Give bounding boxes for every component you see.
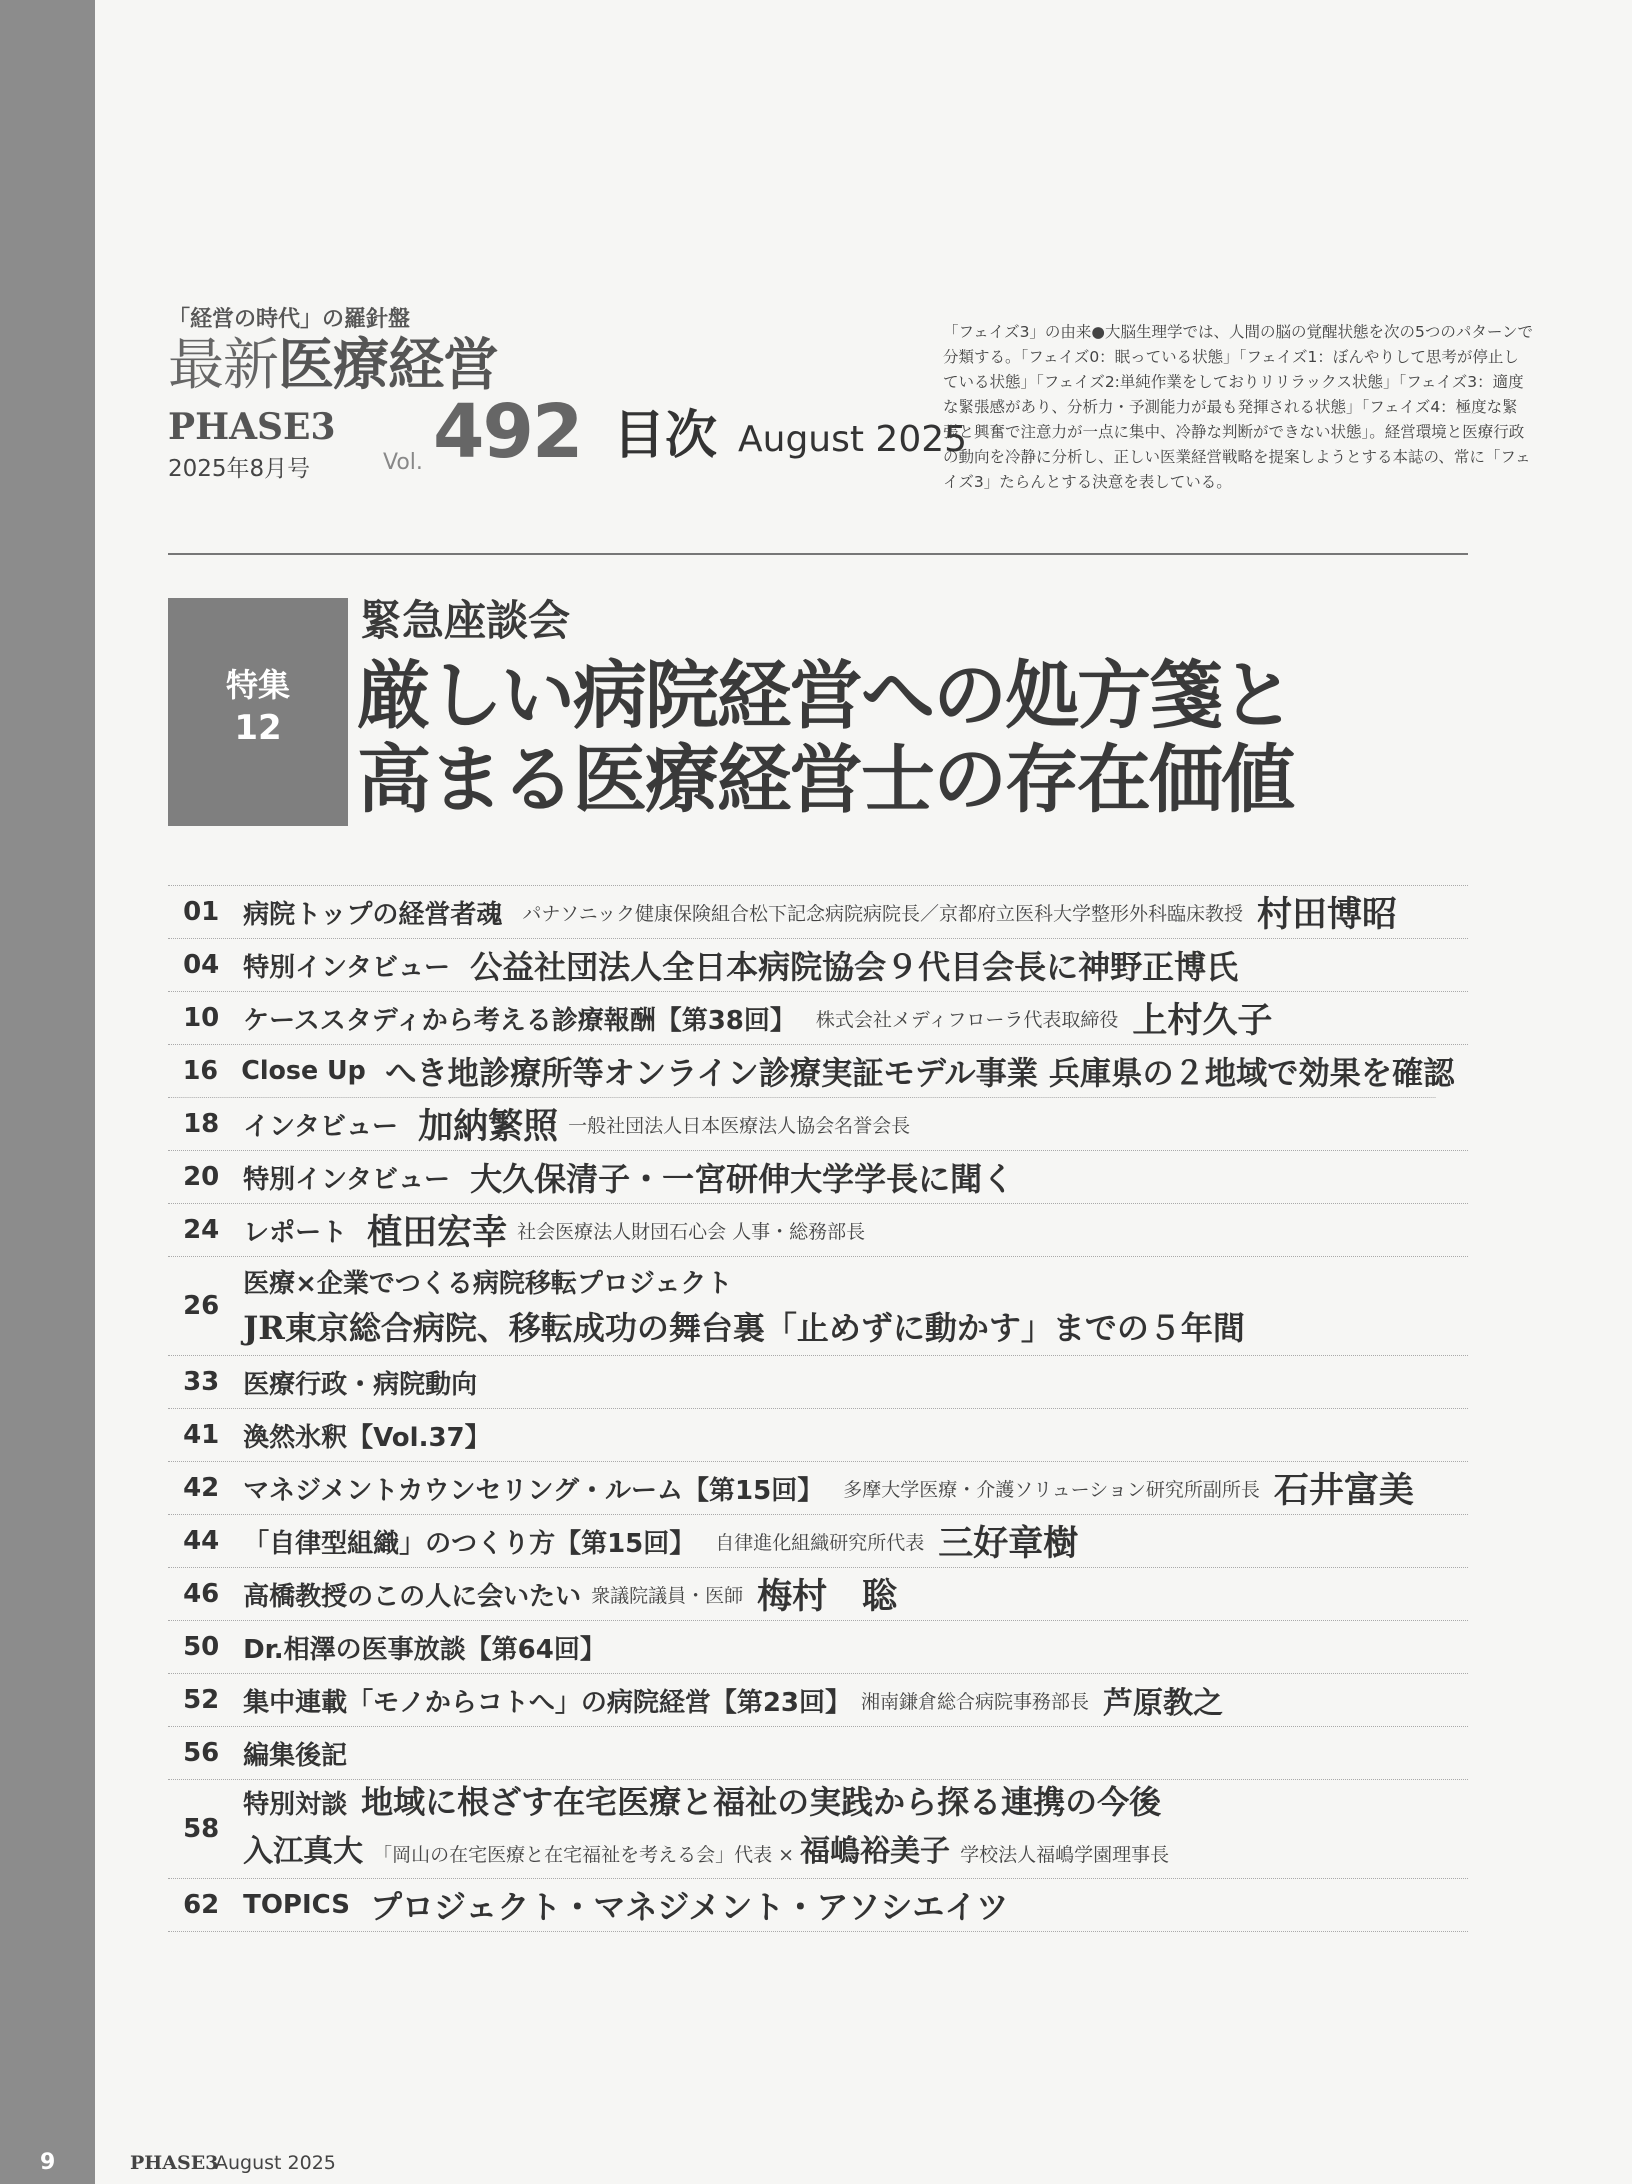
toc-person: 石井富美 — [1273, 1470, 1414, 1511]
page-number: 9 — [40, 2150, 56, 2175]
toc-title: レポート — [243, 1217, 348, 1248]
toc-body: 地域に根ざす在宅医療と福祉の実践から探る連携の今後 — [361, 1783, 1162, 1821]
toc-entry-41[interactable] — [168, 1409, 1468, 1462]
magazine-title-bold: 医療経営 — [278, 333, 498, 398]
toc-entry-56[interactable] — [168, 1727, 1468, 1780]
toc-title: 特別インタビュー — [243, 952, 451, 983]
toc-entry-44[interactable] — [168, 1515, 1468, 1568]
toc-title: ケーススタディから考える診療報酬【第38回】 — [243, 1005, 796, 1036]
vol-number: 492 — [433, 389, 582, 475]
toc-entry-52[interactable] — [168, 1674, 1468, 1727]
toc-page-number: 62 — [183, 1890, 220, 1920]
toc-entry-10[interactable] — [168, 992, 1468, 1045]
toc-title: インタビュー — [243, 1111, 399, 1142]
toc-page-number: 10 — [183, 1003, 220, 1033]
toc-person: 加納繁照 — [418, 1106, 559, 1147]
toc-entry-04[interactable] — [168, 939, 1468, 992]
toc-subtitle: パナソニック健康保険組合松下記念病院病院長／京都府立医科大学整形外科臨床教授 — [522, 902, 1244, 925]
toc-page-number: 33 — [183, 1367, 220, 1397]
toc-person: 上村久子 — [1132, 1000, 1273, 1041]
toc-page-number: 58 — [183, 1814, 220, 1844]
toc-title: 医療×企業でつくる病院移転プロジェクト — [243, 1269, 733, 1299]
toc-person: 植田宏幸 — [367, 1212, 508, 1253]
toc-title: 集中連載「モノからコトへ」の病院経営【第23回】 — [243, 1687, 852, 1718]
toc-title: 医療行政・病院動向 — [243, 1369, 478, 1400]
toc-subtitle: 株式会社メディフローラ代表取締役 — [815, 1008, 1119, 1031]
vol-label: Vol. — [383, 450, 423, 475]
toc-person: 梅村 聡 — [757, 1576, 898, 1617]
toc-entry-62[interactable] — [168, 1879, 1468, 1932]
toc-page-number: 04 — [183, 950, 220, 980]
toc-title: マネジメントカウンセリング・ルーム【第15回】 — [243, 1475, 824, 1506]
toc-page-number: 42 — [183, 1473, 220, 1503]
toc-person: 村田博昭 — [1257, 894, 1398, 935]
toc-entry-42[interactable] — [168, 1462, 1468, 1515]
feature-subtitle: 緊急座談会 — [360, 596, 571, 645]
toc-title: 特別対談 — [243, 1790, 348, 1820]
toc-entry-26[interactable] — [168, 1257, 1468, 1356]
toc-page-number: 18 — [183, 1109, 220, 1139]
toc-subtitle: 「岡山の在宅医療と在宅福祉を考える会」代表 × — [373, 1844, 795, 1866]
left-gray-bar — [0, 0, 95, 2184]
feature-title — [357, 654, 1293, 822]
toc-entry-58[interactable] — [168, 1780, 1468, 1879]
toc-title: 病院トップの経営者魂 — [243, 899, 503, 930]
toc-page-number: 56 — [183, 1738, 220, 1768]
toc-person: 芦原教之 — [1103, 1686, 1224, 1721]
toc-subtitle: 一般社団法人日本医療法人協会名誉会長 — [568, 1114, 911, 1137]
toc-title: 高橋教授のこの人に会いたい — [243, 1581, 582, 1612]
toc-title: 「自律型組織」のつくり方【第15回】 — [243, 1528, 696, 1559]
toc-subtitle: 学校法人福嶋学園理事長 — [960, 1844, 1170, 1866]
toc-page-number: 41 — [183, 1420, 220, 1450]
issue-date: 2025年8月号 — [168, 456, 311, 482]
toc-person: 福嶋裕美子 — [800, 1834, 951, 1869]
masthead-phase: PHASE3 — [168, 406, 336, 448]
toc-body: JR東京総合病院、移転成功の舞台裏「止めずに動かす」までの５年間 — [243, 1309, 1245, 1347]
toc-entry-18[interactable] — [168, 1098, 1468, 1151]
toc-page-number: 50 — [183, 1632, 220, 1662]
toc-entry-20[interactable] — [168, 1151, 1468, 1204]
toc-stack — [243, 1780, 1183, 1878]
toc-body: プロジェクト・マネジメント・アソシエイツ — [369, 1888, 1009, 1926]
toc-title: Close Up — [241, 1056, 366, 1086]
masthead-tagline: 「経営の時代」の羅針盤 — [168, 307, 411, 332]
magazine-title-light: 最新 — [168, 333, 278, 398]
toc-title: 編集後記 — [243, 1740, 348, 1771]
feature-badge — [168, 598, 348, 826]
toc-entry-33[interactable] — [168, 1356, 1468, 1409]
toc-title: Dr.相澤の医事放談【第64回】 — [243, 1634, 606, 1665]
toc-title: TOPICS — [243, 1890, 350, 1920]
toc-page — [95, 0, 1632, 2184]
page-footer — [0, 2150, 1632, 2180]
toc-person: 三好章樹 — [938, 1523, 1079, 1564]
feature-number: 12 — [234, 708, 282, 748]
table-of-contents — [168, 885, 1468, 1932]
toc-page-number: 52 — [183, 1685, 220, 1715]
toc-entry-50[interactable] — [168, 1621, 1468, 1674]
toc-page-number: 24 — [183, 1215, 220, 1245]
toc-subtitle: 衆議院議員・医師 — [591, 1584, 744, 1607]
footer-date: August 2025 — [215, 2152, 336, 2174]
phase-origin-note: 「フェイズ3」の由来●大脳生理学では、人間の脳の覚醒状態を次の5つのパターンで分類する。「フェイズ0：眠っている状態」「フェイズ1：ぼんやりして思考が停止している状態」「フェイズ2:単純作業をしておりリリラックス状態」「フェイズ3：適度な緊張感があり、分析力・予測能力が最も発揮される状態」「フェイズ4：極度な緊張と興奮で注意力が一点に集中、冷静な判断ができない状態」。経営環境と医療行政の動向を冷静に分析し、正しい医業経営戦略を提案しようとする本誌の、常に「フェイズ3」たらんとする決意を表している。 — [943, 323, 1534, 491]
toc-subtitle: 湘南鎌倉総合病院事務部長 — [861, 1690, 1090, 1713]
toc-subtitle: 社会医療法人財団石心会 人事・総務部長 — [517, 1220, 866, 1243]
toc-page-number: 16 — [182, 1056, 218, 1086]
toc-entry-46[interactable] — [168, 1568, 1468, 1621]
toc-entry-24[interactable] — [168, 1204, 1468, 1257]
contents-label: 目次 — [613, 406, 718, 466]
toc-entry-01[interactable] — [168, 885, 1468, 939]
feature-title-line1: 厳しい病院経営への処方箋と — [357, 653, 1293, 739]
masthead — [168, 302, 988, 482]
toc-title: 特別インタビュー — [243, 1164, 451, 1195]
footer-magazine: PHASE3 — [130, 2152, 219, 2174]
toc-person: 入江真大 — [243, 1834, 364, 1869]
toc-page-number: 01 — [183, 897, 220, 927]
toc-entry-16[interactable] — [168, 1045, 1455, 1098]
toc-body: 大久保清子・一宮研伸大学学長に聞く — [470, 1160, 1015, 1198]
header-divider — [168, 553, 1468, 555]
toc-body: へき地診療所等オンライン診療実証モデル事業 兵庫県の２地域で効果を確認 — [385, 1054, 1455, 1092]
toc-body: 公益社団法人全日本病院協会９代目会長に神野正博氏 — [470, 948, 1239, 986]
feature-label: 特集 — [225, 666, 290, 704]
toc-subtitle: 多摩大学医療・介護ソリューション研究所副所長 — [843, 1478, 1260, 1501]
toc-stack — [243, 1262, 1259, 1350]
feature-title-line2: 高まる医療経営士の存在価値 — [357, 737, 1293, 823]
toc-page-number: 44 — [183, 1526, 220, 1556]
toc-page-number: 46 — [183, 1579, 220, 1609]
toc-page-number: 20 — [183, 1162, 220, 1192]
toc-subtitle: 自律進化組織研究所代表 — [715, 1531, 925, 1554]
date-english: August 2025 — [738, 419, 968, 460]
toc-page-number: 26 — [183, 1291, 220, 1321]
toc-title: 渙然氷釈【Vol.37】 — [243, 1422, 491, 1453]
